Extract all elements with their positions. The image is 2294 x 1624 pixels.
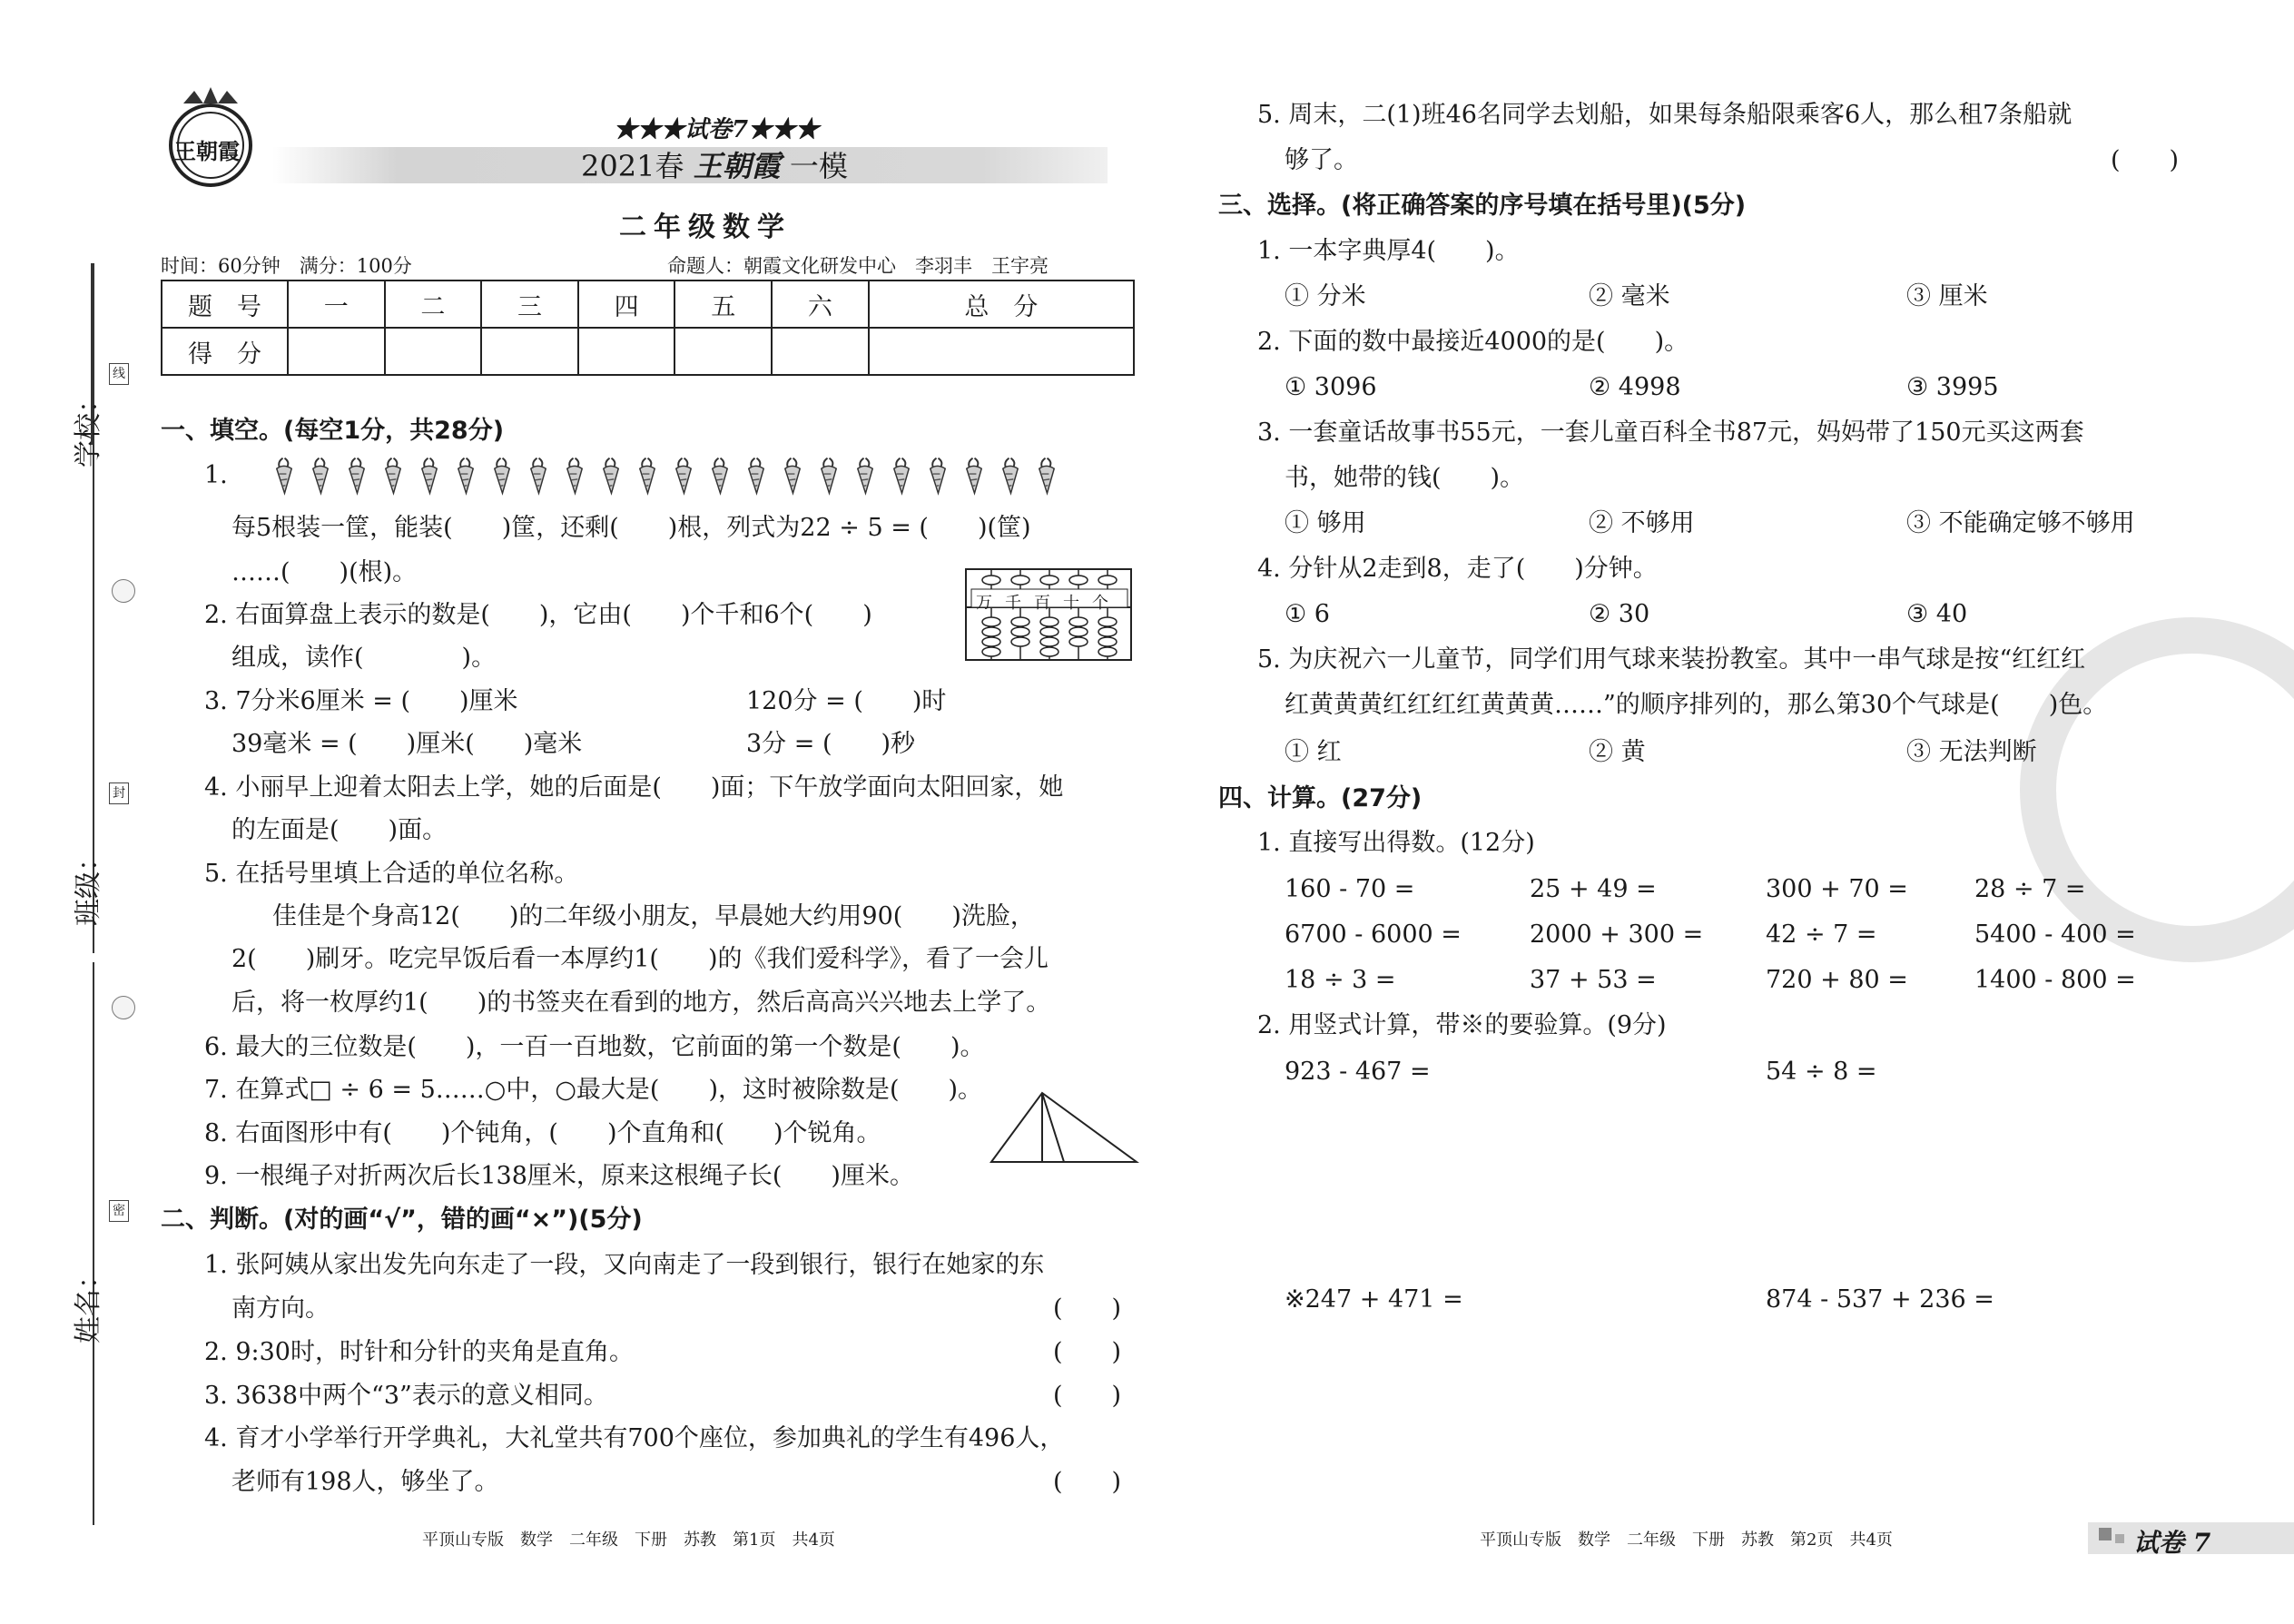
calc-item: 37 + 53 = [1530, 966, 1657, 994]
carrot-row [271, 456, 1069, 499]
authors: 命题人：朝霞文化研发中心 李羽丰 王宇亮 [667, 255, 1049, 277]
carrot-icon [815, 456, 842, 496]
choice-3-line-1: 3. 一套童话故事书55元，一套儿童百科全书87元，妈妈带了150元买这两套 [1257, 418, 2084, 447]
q4-line-1: 4. 小丽早上迎着太阳去上学，她的后面是( )面；下午放学面向太阳回家，她 [204, 773, 1064, 802]
abacus-label: 万 [976, 594, 1005, 613]
q5-line-3: 2( )刷牙。吃完早饭后看一本厚约1( )的《我们爱科学》，看了一会儿 [231, 945, 1049, 973]
calc-item: 720 + 80 = [1766, 966, 1908, 994]
carrot-icon [743, 456, 770, 496]
mark-line: 线 [109, 363, 129, 385]
section-1-title: 一、填空。(每空1分，共28分) [161, 417, 505, 445]
exam-title-prefix: 2021春 [581, 149, 684, 183]
answer-paren[interactable]: ( ) [2111, 146, 2180, 174]
answer-paren[interactable]: ( ) [1053, 1382, 1122, 1410]
score-header-cell: 三 [481, 281, 578, 328]
vertical-calc-c: ※247 + 471 = [1285, 1285, 1463, 1314]
abacus-image [962, 567, 1135, 663]
paper-tag: ★★★试卷7★★★ [614, 116, 820, 143]
choice-2-opt-a[interactable]: ① 3096 [1285, 373, 1377, 401]
choice-3-opt-a[interactable]: ① 够用 [1285, 509, 1366, 537]
class-label: 班级： [73, 844, 104, 926]
choice-4-opt-a[interactable]: ① 6 [1285, 600, 1330, 628]
carrot-icon [706, 456, 733, 496]
school-label: 学校： [73, 386, 104, 468]
score-cell[interactable] [385, 328, 482, 375]
abacus-label: 个 [1092, 594, 1121, 613]
score-header-cell: 二 [385, 281, 482, 328]
judge-3: 3. 3638中两个“3”表示的意义相同。 [204, 1382, 608, 1410]
carrot-icon [960, 456, 988, 496]
judge-1-line-2: 南方向。 [231, 1294, 330, 1323]
choice-3-opt-c[interactable]: ③ 不能确定够不够用 [1906, 509, 2135, 537]
calc-item: 300 + 70 = [1766, 875, 1908, 903]
choice-5-line-2: 红黄黄黄红红红红黄黄黄……”的顺序排列的，那么第30个气球是( )色。 [1285, 691, 2108, 719]
triangle-figure [989, 1089, 1139, 1166]
vertical-calc-d: 874 - 537 + 236 = [1766, 1285, 1994, 1314]
score-header-cell: 六 [772, 281, 869, 328]
score-cell[interactable] [578, 328, 675, 375]
choice-1: 1. 一本字典厚4( )。 [1257, 237, 1520, 265]
section-2-title: 二、判断。(对的画“√”，错的画“×”)(5分) [161, 1206, 643, 1234]
score-table [161, 280, 1135, 376]
carrot-icon [525, 456, 552, 496]
score-cell[interactable] [481, 328, 578, 375]
section-3-title: 三、选择。(将正确答案的序号填在括号里)(5分) [1218, 192, 1747, 220]
carrot-icon [997, 456, 1024, 496]
answer-paren[interactable]: ( ) [1053, 1338, 1122, 1366]
q3-part-d: 3分 = ( )秒 [746, 730, 916, 758]
mark-seal: 封 [109, 782, 129, 804]
score-row-label: 得 分 [162, 328, 288, 375]
choice-3-line-2: 书，她带的钱( )。 [1285, 464, 1525, 492]
q2-line-1: 2. 右面算盘上表示的数是( )，它由( )个千和6个( ) [204, 601, 872, 629]
vertical-calc-a: 923 - 467 = [1285, 1058, 1431, 1086]
choice-1-opt-b[interactable]: ② 毫米 [1589, 282, 1670, 310]
abacus-label: 十 [1063, 594, 1092, 613]
calc-item: 42 ÷ 7 = [1766, 920, 1877, 949]
choice-5-opt-b[interactable]: ② 黄 [1589, 738, 1646, 766]
judge-5-line-1: 5. 周末，二(1)班46名同学去划船，如果每条船限乘客6人，那么租7条船就 [1257, 101, 2072, 129]
score-header-cell: 题 号 [162, 281, 288, 328]
score-header-cell: 四 [578, 281, 675, 328]
q5-line-4: 后，将一枚厚约1( )的书签夹在看到的地方，然后高高兴兴地去上学了。 [231, 989, 1051, 1017]
time-score: 时间：60分钟 满分：100分 [161, 255, 412, 277]
calc-item: 5400 - 400 = [1974, 920, 2136, 949]
score-cell[interactable] [869, 328, 1134, 375]
carrot-icon [670, 456, 697, 496]
q5-line-2: 佳佳是个身高12( )的二年级小朋友，早晨她大约用90( )洗脸， [272, 902, 1035, 930]
logo-text: 王朝霞 [174, 138, 240, 164]
choice-4-opt-c[interactable]: ③ 40 [1906, 600, 1968, 628]
q7: 7. 在算式□ ÷ 6 = 5……○中，○最大是( )，这时被除数是( )。 [204, 1076, 983, 1104]
carrot-icon [416, 456, 443, 496]
judge-1-line-1: 1. 张阿姨从家出发先向东走了一段，又向南走了一段到银行，银行在她家的东 [204, 1251, 1045, 1279]
q6: 6. 最大的三位数是( )，一百一百地数，它前面的第一个数是( )。 [204, 1033, 985, 1061]
carrot-icon [888, 456, 915, 496]
abacus-label: 千 [1005, 594, 1034, 613]
exam-title-brand: 王朝霞 [693, 149, 781, 183]
choice-4: 4. 分针从2走到8，走了( )分钟。 [1257, 555, 1658, 583]
score-cell[interactable] [674, 328, 772, 375]
q3-part-a: 3. 7分米6厘米 = ( )厘米 [204, 687, 518, 715]
abacus-label: 百 [1034, 594, 1063, 613]
q8: 8. 右面图形中有( )个钝角，( )个直角和( )个锐角。 [204, 1119, 881, 1147]
abacus-labels [976, 590, 1121, 614]
decor-square-icon [2115, 1534, 2124, 1543]
choice-1-opt-c[interactable]: ③ 厘米 [1906, 282, 1988, 310]
judge-5-line-2: 够了。 [1285, 146, 1358, 174]
choice-2-opt-c[interactable]: ③ 3995 [1906, 373, 1999, 401]
calc-item: 2000 + 300 = [1530, 920, 1704, 949]
calc-1-title: 1. 直接写出得数。(12分) [1257, 829, 1535, 857]
choice-5-line-1: 5. 为庆祝六一儿童节，同学们用气球来装扮教室。其中一串气球是按“红红红 [1257, 645, 2086, 674]
answer-paren[interactable]: ( ) [1053, 1294, 1122, 1323]
carrot-icon [1033, 456, 1060, 496]
carrot-icon [271, 456, 298, 496]
carrot-icon [343, 456, 370, 496]
carrot-icon [307, 456, 334, 496]
decor-square-icon [2099, 1528, 2112, 1540]
answer-paren[interactable]: ( ) [1053, 1468, 1122, 1496]
score-header-cell: 五 [674, 281, 772, 328]
choice-1-opt-a[interactable]: ① 分米 [1285, 282, 1366, 310]
score-cell[interactable] [288, 328, 385, 375]
choice-5-opt-c[interactable]: ③ 无法判断 [1906, 738, 2037, 766]
binding-rule-bottom [93, 962, 94, 1525]
judge-4-line-2: 老师有198人，够坐了。 [231, 1468, 499, 1496]
q9: 9. 一根绳子对折两次后长138厘米，原来这根绳子长( )厘米。 [204, 1162, 914, 1190]
footer-left: 平顶山专版 数学 二年级 下册 苏教 第1页 共4页 [422, 1530, 835, 1550]
judge-4-line-1: 4. 育才小学举行开学典礼，大礼堂共有700个座位，参加典礼的学生有496人， [204, 1424, 1065, 1452]
q1-line-2: ……( )(根)。 [231, 558, 418, 586]
q4-line-2: 的左面是( )面。 [231, 816, 448, 844]
q1-line-1: 每5根装一筐，能装( )筐，还剩( )根，列式为22 ÷ 5 = ( )(筐) [231, 514, 1031, 542]
carrot-icon [634, 456, 661, 496]
choice-5-opt-a[interactable]: ① 红 [1285, 738, 1342, 766]
carrot-icon [561, 456, 588, 496]
calc-item: 28 ÷ 7 = [1974, 875, 2086, 903]
section-4-title: 四、计算。(27分) [1218, 784, 1423, 812]
choice-2: 2. 下面的数中最接近4000的是( )。 [1257, 328, 1689, 356]
vertical-calc-b: 54 ÷ 8 = [1766, 1058, 1877, 1086]
calc-item: 6700 - 6000 = [1285, 920, 1462, 949]
judge-2: 2. 9:30时，时针和分针的夹角是直角。 [204, 1338, 634, 1366]
q3-part-c: 39毫米 = ( )厘米( )毫米 [231, 730, 583, 758]
carrot-icon [488, 456, 516, 496]
q2-line-2: 组成，读作( )。 [231, 644, 497, 672]
carrot-icon [597, 456, 625, 496]
score-cell[interactable] [772, 328, 869, 375]
binding-hole-icon [112, 579, 135, 603]
binding-hole-icon [112, 996, 135, 1019]
choice-3-opt-b[interactable]: ② 不够用 [1589, 509, 1695, 537]
calc-item: 18 ÷ 3 = [1285, 966, 1396, 994]
subject-title: 二年级数学 [619, 212, 792, 243]
exam-title-suffix: 一模 [789, 149, 848, 183]
carrot-icon [924, 456, 951, 496]
carrot-icon [452, 456, 479, 496]
choice-2-opt-b[interactable]: ② 4998 [1589, 373, 1681, 401]
carrot-icon [852, 456, 879, 496]
paper-tag-bottom: 试卷 7 [2133, 1528, 2211, 1558]
mark-close: 密 [109, 1200, 129, 1222]
calc-item: 1400 - 800 = [1974, 966, 2136, 994]
calc-item: 25 + 49 = [1530, 875, 1657, 903]
score-header-cell: 一 [288, 281, 385, 328]
footer-right: 平顶山专版 数学 二年级 下册 苏教 第2页 共4页 [1480, 1530, 1893, 1550]
score-table-score-row [162, 328, 1134, 375]
calc-item: 160 - 70 = [1285, 875, 1415, 903]
exam-title [581, 149, 848, 183]
score-table-header-row [162, 281, 1134, 328]
q5-line-1: 5. 在括号里填上合适的单位名称。 [204, 860, 579, 888]
name-label: 姓名： [73, 1262, 104, 1343]
q3-part-b: 120分 = ( )时 [746, 687, 947, 715]
calc-2-title: 2. 用竖式计算，带※的要验算。(9分) [1257, 1011, 1667, 1039]
choice-4-opt-b[interactable]: ② 30 [1589, 600, 1650, 628]
q1-number: 1. [204, 461, 228, 489]
score-header-cell: 总 分 [869, 281, 1134, 328]
carrot-icon [779, 456, 806, 496]
carrot-icon [379, 456, 407, 496]
school-field-line[interactable] [91, 263, 93, 445]
